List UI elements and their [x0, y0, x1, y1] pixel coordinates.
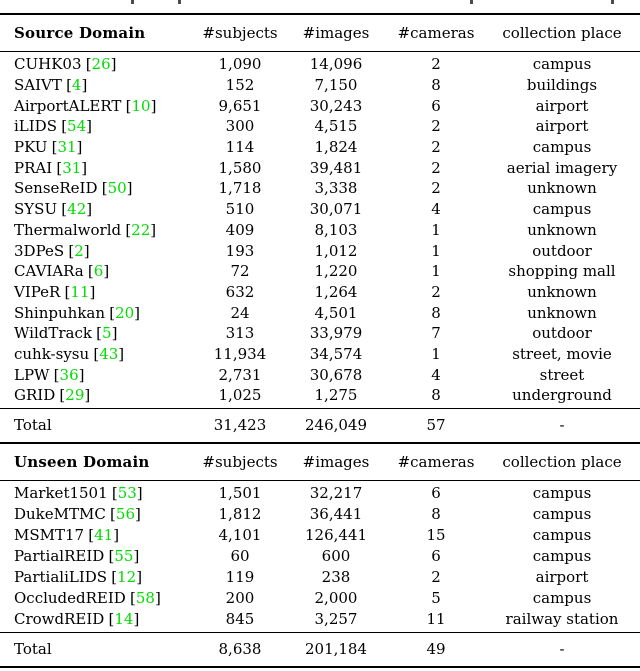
collection-place-value: campus [532, 484, 592, 503]
cameras-value: 5 [431, 589, 441, 608]
collection-place-value: unknown [527, 179, 597, 198]
table-header-row [0, 444, 640, 481]
citation-number: 10 [131, 96, 151, 115]
collection-place-value: campus [532, 200, 592, 219]
dataset-name: 3DPeS [14, 241, 65, 260]
citation-number: 4 [71, 76, 82, 95]
images-value: 3,257 [314, 610, 358, 629]
subjects-value: 1,812 [218, 505, 262, 524]
total-label: Total [14, 416, 52, 435]
cite-close-bracket: ] [113, 526, 120, 545]
cite-open-bracket: [ [109, 303, 116, 322]
cameras-value: 2 [431, 568, 441, 587]
table-row [0, 137, 640, 158]
collection-place-value: campus [532, 526, 592, 545]
total-cameras: 57 [426, 416, 446, 435]
cite-open-bracket: [ [87, 262, 94, 281]
cropped-caption-fragment [131, 0, 134, 4]
dataset-name-cell [0, 610, 196, 628]
citation-link[interactable] [96, 324, 117, 342]
cameras-value: 8 [431, 505, 441, 524]
collection-place-value: aerial imagery [506, 158, 618, 177]
datasets-table [0, 13, 640, 668]
collection-place-value: railway station [505, 610, 619, 629]
cameras-value: 8 [431, 386, 441, 405]
citation-number: 55 [114, 547, 134, 566]
cameras-value: 6 [431, 96, 441, 115]
cameras-value: 7 [431, 324, 441, 343]
images-value: 4,515 [314, 117, 358, 136]
cite-close-bracket: ] [136, 484, 143, 503]
images-value: 36,441 [309, 505, 363, 524]
collection-place-value: unknown [527, 303, 597, 322]
collection-place-value: street [539, 365, 585, 384]
citation-link[interactable] [54, 366, 85, 384]
images-value: 30,243 [309, 96, 363, 115]
citation-number: 36 [59, 365, 79, 384]
cite-close-bracket: ] [84, 386, 91, 405]
dataset-name-cell [0, 345, 196, 363]
subjects-value: 2,731 [218, 365, 262, 384]
cite-open-bracket: [ [96, 324, 103, 343]
cite-open-bracket: [ [61, 200, 68, 219]
cite-close-bracket: ] [86, 200, 93, 219]
images-value: 30,071 [309, 200, 363, 219]
cameras-value: 2 [431, 55, 441, 74]
citation-number: 6 [93, 262, 104, 281]
dataset-name-cell [0, 324, 196, 342]
citation-link[interactable] [88, 262, 109, 280]
cite-close-bracket: ] [78, 365, 85, 384]
cameras-value: 1 [431, 344, 441, 363]
cite-open-bracket: [ [51, 138, 58, 157]
citation-link[interactable] [88, 526, 119, 544]
images-value: 34,574 [309, 344, 363, 363]
cite-open-bracket: [ [56, 158, 63, 177]
table-row [0, 95, 640, 116]
images-value: 4,501 [314, 303, 358, 322]
dataset-name-cell [0, 386, 196, 404]
images-value: 2,000 [314, 589, 358, 608]
cite-open-bracket: [ [110, 505, 116, 524]
total-cameras: 49 [426, 640, 446, 659]
citation-link[interactable] [65, 283, 96, 301]
citation-link[interactable] [68, 242, 89, 260]
column-header-collection-place: collection place [502, 24, 622, 42]
cite-open-bracket: [ [66, 76, 72, 95]
subjects-value: 409 [225, 220, 255, 239]
total-row [0, 408, 640, 444]
collection-place-value: shopping mall [508, 262, 616, 281]
subjects-value: 632 [225, 282, 255, 301]
images-value: 32,217 [309, 484, 363, 503]
cropped-caption-fragment [178, 0, 181, 4]
total-images: 201,184 [304, 640, 368, 659]
collection-place-value: airport [535, 568, 589, 587]
images-value: 126,441 [304, 526, 368, 545]
dataset-name-cell [0, 505, 196, 523]
cameras-value: 8 [431, 303, 441, 322]
citation-link[interactable] [66, 76, 87, 94]
images-value: 1,275 [314, 386, 358, 405]
subjects-value: 11,934 [213, 344, 267, 363]
cropped-caption-strip [0, 0, 640, 13]
total-place: - [559, 416, 565, 435]
dataset-name: Thermalworld [14, 220, 122, 239]
table-row [0, 178, 640, 199]
cite-open-bracket: [ [108, 610, 115, 629]
citation-link[interactable] [59, 386, 90, 404]
collection-place-value: campus [532, 589, 592, 608]
citation-link[interactable] [86, 55, 117, 73]
cite-close-bracket: ] [136, 568, 143, 587]
cameras-value: 1 [431, 220, 441, 239]
dataset-name: VIPeR [14, 282, 61, 301]
dataset-name: DukeMTMC [14, 505, 106, 524]
dataset-name-cell [0, 568, 196, 586]
cite-close-bracket: ] [89, 282, 96, 301]
subjects-value: 4,101 [218, 526, 262, 545]
table-row [0, 588, 640, 609]
cite-close-bracket: ] [110, 55, 117, 74]
cite-close-bracket: ] [150, 96, 157, 115]
images-value: 1,824 [314, 138, 358, 157]
table-row [0, 199, 640, 220]
table-row [0, 609, 640, 630]
dataset-name: SYSU [14, 200, 58, 219]
section-header-label: Unseen Domain [14, 452, 150, 471]
citation-number: 12 [117, 568, 137, 587]
table-row [0, 282, 640, 303]
subjects-value: 72 [230, 262, 250, 281]
citation-link[interactable] [109, 610, 140, 628]
cite-open-bracket: [ [53, 365, 60, 384]
dataset-name: CrowdREID [14, 610, 105, 629]
citation-number: 20 [115, 303, 135, 322]
citation-number: 5 [102, 324, 112, 343]
column-header-collection-place: collection place [502, 452, 622, 471]
subjects-value: 24 [230, 303, 250, 322]
cite-close-bracket: ] [133, 610, 140, 629]
subjects-value: 510 [225, 200, 255, 219]
dataset-name: iLIDS [14, 117, 57, 136]
cite-close-bracket: ] [134, 303, 141, 322]
cite-open-bracket: [ [68, 241, 75, 260]
images-value: 8,103 [314, 220, 358, 239]
citation-link[interactable] [61, 117, 92, 135]
images-value: 33,979 [309, 324, 363, 343]
images-value: 238 [321, 568, 351, 587]
citation-number: 11 [70, 282, 90, 301]
collection-place-value: underground [512, 386, 612, 405]
dataset-name: SenseReID [14, 179, 98, 198]
cite-close-bracket: ] [133, 547, 140, 566]
citation-link[interactable] [61, 200, 92, 218]
dataset-name: AirportALERT [14, 96, 122, 115]
cameras-value: 11 [426, 610, 446, 629]
subjects-value: 1,718 [218, 179, 262, 198]
cite-close-bracket: ] [135, 505, 141, 524]
dataset-name: Market1501 [14, 484, 108, 503]
cite-open-bracket: [ [111, 568, 118, 587]
subjects-value: 1,025 [218, 386, 262, 405]
citation-number: 53 [117, 484, 137, 503]
cite-close-bracket: ] [81, 76, 88, 95]
cite-open-bracket: [ [125, 220, 132, 239]
citation-number: 29 [65, 386, 85, 405]
total-subjects: 31,423 [213, 416, 267, 435]
images-value: 30,678 [309, 365, 363, 384]
dataset-name-cell [0, 526, 196, 544]
table-row [0, 364, 640, 385]
cite-open-bracket: [ [88, 526, 95, 545]
images-value: 1,264 [314, 282, 358, 301]
subjects-value: 1,501 [218, 484, 262, 503]
dataset-name-cell [0, 117, 196, 135]
collection-place-value: campus [532, 55, 592, 74]
dataset-name-cell [0, 200, 196, 218]
dataset-name-cell [0, 76, 196, 94]
citation-link[interactable] [130, 589, 161, 607]
table-body [0, 52, 640, 408]
section-header-label: Source Domain [14, 24, 146, 42]
table-row [0, 483, 640, 504]
cameras-value: 2 [431, 282, 441, 301]
cite-open-bracket: [ [125, 96, 132, 115]
cameras-value: 2 [431, 138, 441, 157]
dataset-name: WildTrack [14, 324, 92, 343]
table-row [0, 54, 640, 75]
citation-link[interactable] [109, 304, 140, 322]
collection-place-value: airport [535, 96, 589, 115]
citation-number: 41 [94, 526, 114, 545]
dataset-name: OccludedREID [14, 589, 126, 608]
table-row [0, 240, 640, 261]
cite-open-bracket: [ [93, 344, 100, 363]
column-header-subjects: #subjects [202, 24, 278, 42]
dataset-name-cell [0, 547, 196, 565]
total-row [0, 632, 640, 668]
subjects-value: 1,090 [218, 55, 262, 74]
dataset-name-cell [0, 262, 196, 280]
citation-link[interactable] [102, 179, 133, 197]
total-label: Total [14, 640, 52, 659]
dataset-name-cell [0, 138, 196, 156]
dataset-name: GRID [14, 386, 56, 405]
column-header-subjects: #subjects [202, 452, 278, 471]
cite-open-bracket: [ [130, 589, 136, 608]
cite-close-bracket: ] [76, 138, 83, 157]
table-section [0, 444, 640, 668]
table-row [0, 525, 640, 546]
citation-link[interactable] [52, 138, 83, 156]
cameras-value: 2 [431, 158, 441, 177]
citation-number: 43 [99, 344, 119, 363]
table-row [0, 75, 640, 96]
images-value: 1,220 [314, 262, 358, 281]
dataset-name: SAIVT [14, 76, 62, 95]
cameras-value: 8 [431, 76, 441, 95]
table-row [0, 323, 640, 344]
citation-link[interactable] [56, 159, 87, 177]
table-row [0, 302, 640, 323]
table-body [0, 481, 640, 632]
dataset-name-cell [0, 484, 196, 502]
cameras-value: 2 [431, 117, 441, 136]
citation-number: 56 [115, 505, 135, 524]
dataset-name-cell [0, 221, 196, 239]
cite-close-bracket: ] [81, 158, 88, 177]
table-row [0, 220, 640, 241]
table-row [0, 504, 640, 525]
images-value: 14,096 [309, 55, 363, 74]
subjects-value: 845 [225, 610, 255, 629]
subjects-value: 114 [225, 138, 255, 157]
table-row [0, 261, 640, 282]
collection-place-value: buildings [526, 76, 598, 95]
cropped-caption-fragment [611, 0, 614, 4]
dataset-name: PartialiLIDS [14, 568, 108, 587]
dataset-name: cuhk-sysu [14, 344, 90, 363]
images-value: 7,150 [314, 76, 358, 95]
cropped-caption-fragment [470, 0, 473, 4]
dataset-name-cell [0, 55, 196, 73]
cite-close-bracket: ] [86, 117, 92, 136]
cite-open-bracket: [ [108, 547, 115, 566]
table-row [0, 344, 640, 365]
cameras-value: 1 [431, 262, 441, 281]
cite-open-bracket: [ [85, 55, 92, 74]
cameras-value: 2 [431, 179, 441, 198]
citation-link[interactable] [112, 484, 143, 502]
cite-close-bracket: ] [154, 589, 161, 608]
dataset-name: LPW [14, 365, 50, 384]
dataset-name: PRAI [14, 158, 53, 177]
cameras-value: 15 [426, 526, 446, 545]
citation-number: 26 [91, 55, 111, 74]
citation-link[interactable] [108, 547, 139, 565]
dataset-name: PartialREID [14, 547, 105, 566]
citation-number: 58 [135, 589, 155, 608]
citation-number: 42 [67, 200, 87, 219]
cameras-value: 4 [431, 365, 441, 384]
citation-number: 22 [131, 220, 151, 239]
collection-place-value: street, movie [512, 344, 612, 363]
collection-place-value: campus [532, 547, 592, 566]
dataset-name-cell [0, 179, 196, 197]
collection-place-value: airport [535, 117, 589, 136]
subjects-value: 119 [225, 568, 255, 587]
cite-open-bracket: [ [111, 484, 118, 503]
cameras-value: 6 [431, 484, 441, 503]
dataset-name-cell [0, 97, 196, 115]
citation-number: 31 [57, 138, 77, 157]
dataset-name-cell [0, 242, 196, 260]
cite-close-bracket: ] [150, 220, 157, 239]
collection-place-value: outdoor [532, 241, 592, 260]
images-value: 600 [321, 547, 351, 566]
subjects-value: 193 [225, 241, 255, 260]
cite-close-bracket: ] [103, 262, 110, 281]
cite-open-bracket: [ [61, 117, 68, 136]
table-header-row [0, 15, 640, 52]
dataset-name-cell [0, 283, 196, 301]
column-header-cameras: #cameras [397, 24, 475, 42]
subjects-value: 152 [225, 76, 255, 95]
dataset-name: CAVIARa [14, 262, 84, 281]
table-row [0, 116, 640, 137]
cameras-value: 4 [431, 200, 441, 219]
cite-close-bracket: ] [83, 241, 90, 260]
cite-close-bracket: ] [126, 179, 133, 198]
dataset-name: PKU [14, 138, 48, 157]
table-row [0, 157, 640, 178]
citation-link[interactable] [126, 97, 157, 115]
column-header-cameras: #cameras [397, 452, 475, 471]
dataset-name: Shinpuhkan [14, 303, 106, 322]
dataset-name: MSMT17 [14, 526, 85, 545]
citation-number: 14 [114, 610, 134, 629]
collection-place-value: campus [532, 505, 592, 524]
subjects-value: 300 [225, 117, 255, 136]
images-value: 39,481 [309, 158, 363, 177]
subjects-value: 313 [225, 324, 255, 343]
subjects-value: 60 [230, 547, 250, 566]
dataset-name-cell [0, 589, 196, 607]
citation-number: 50 [107, 179, 127, 198]
dataset-name-cell [0, 366, 196, 384]
citation-link[interactable] [125, 221, 156, 239]
total-images: 246,049 [304, 416, 368, 435]
collection-place-value: unknown [527, 282, 597, 301]
citation-link[interactable] [111, 568, 142, 586]
images-value: 3,338 [314, 179, 358, 198]
cite-open-bracket: [ [64, 282, 71, 301]
subjects-value: 1,580 [218, 158, 262, 177]
column-header-images: #images [302, 24, 370, 42]
table-section [0, 15, 640, 444]
dataset-name-cell [0, 304, 196, 322]
images-value: 1,012 [314, 241, 358, 260]
cameras-value: 6 [431, 547, 441, 566]
cameras-value: 1 [431, 241, 441, 260]
total-subjects: 8,638 [218, 640, 262, 659]
column-header-images: #images [302, 452, 370, 471]
dataset-name-cell [0, 159, 196, 177]
cite-close-bracket: ] [118, 344, 125, 363]
citation-number: 2 [74, 241, 84, 260]
cite-open-bracket: [ [101, 179, 108, 198]
table-row [0, 567, 640, 588]
total-place: - [559, 640, 565, 659]
collection-place-value: outdoor [532, 324, 592, 343]
table-row [0, 546, 640, 567]
collection-place-value: campus [532, 138, 592, 157]
citation-number: 31 [62, 158, 82, 177]
subjects-value: 9,651 [218, 96, 262, 115]
citation-link[interactable] [93, 345, 124, 363]
dataset-name: CUHK03 [14, 55, 82, 74]
subjects-value: 200 [225, 589, 255, 608]
citation-link[interactable] [110, 505, 141, 523]
citation-number: 54 [67, 117, 87, 136]
cite-open-bracket: [ [59, 386, 66, 405]
cite-close-bracket: ] [111, 324, 118, 343]
collection-place-value: unknown [527, 220, 597, 239]
table-row [0, 385, 640, 406]
